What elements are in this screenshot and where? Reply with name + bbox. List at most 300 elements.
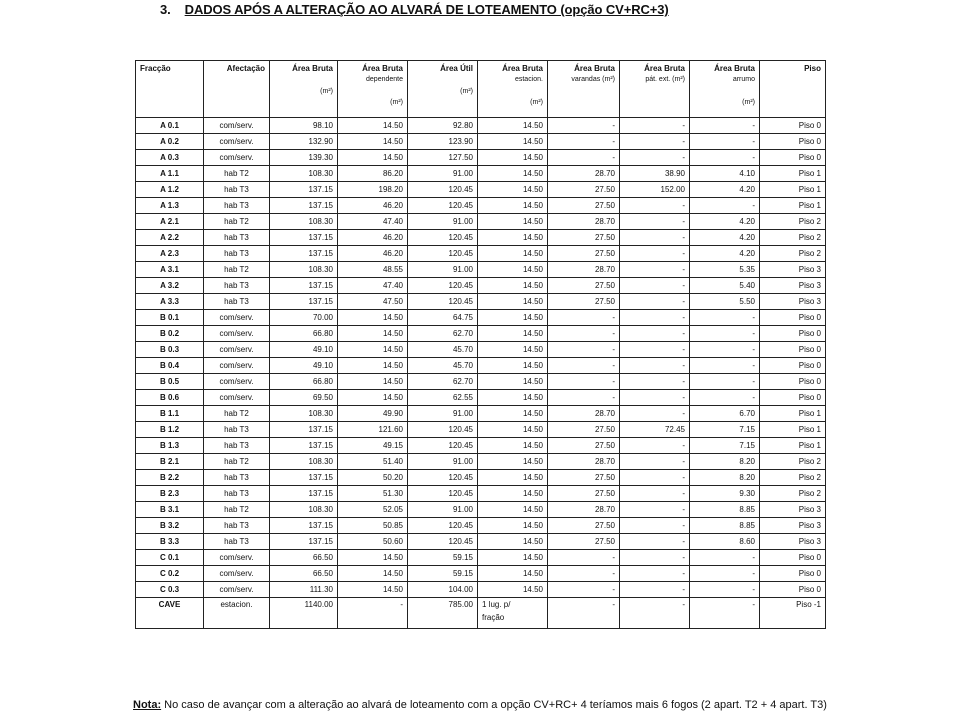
table-row: [136, 454, 826, 470]
cell-area-pat-ext: -: [620, 278, 690, 294]
column-header-area-bruta: [270, 61, 338, 118]
cell-afectacao: com/serv.: [204, 390, 270, 406]
cell-area-arrumo: -: [690, 342, 760, 358]
cell-afectacao: hab T3: [204, 278, 270, 294]
cell-afectacao: com/serv.: [204, 374, 270, 390]
cell-area-arrumo: -: [690, 390, 760, 406]
cell-area-varandas: 27.50: [548, 470, 620, 486]
cell-area-arrumo: 9.30: [690, 486, 760, 502]
cell-area-varandas: -: [548, 326, 620, 342]
cell-area-util: 91.00: [408, 454, 478, 470]
table-row: [136, 150, 826, 166]
cell-afectacao: hab T3: [204, 534, 270, 550]
cell-piso: Piso 0: [760, 550, 826, 566]
cell-area-util: 45.70: [408, 358, 478, 374]
cell-area-bruta: 108.30: [270, 406, 338, 422]
cell-area-estacion: 14.50: [478, 262, 548, 278]
cell-area-arrumo: -: [690, 598, 760, 629]
footnote: [133, 699, 827, 711]
cell-area-pat-ext: 38.90: [620, 166, 690, 182]
cell-fraccao: A 1.3: [136, 198, 204, 214]
column-header-area-arrumo: [690, 61, 760, 118]
cell-area-dependente: 14.50: [338, 550, 408, 566]
cell-area-pat-ext: -: [620, 150, 690, 166]
cell-area-util: 62.70: [408, 326, 478, 342]
cell-afectacao: com/serv.: [204, 358, 270, 374]
cell-area-arrumo: -: [690, 150, 760, 166]
cell-afectacao: hab T2: [204, 166, 270, 182]
cell-piso: Piso 1: [760, 198, 826, 214]
cell-area-util: 91.00: [408, 406, 478, 422]
cell-area-dependente: 14.50: [338, 390, 408, 406]
cell-area-bruta: 137.15: [270, 534, 338, 550]
cell-area-arrumo: 4.10: [690, 166, 760, 182]
table-row: [136, 582, 826, 598]
cell-fraccao: A 2.2: [136, 230, 204, 246]
table-row: [136, 566, 826, 582]
cell-area-varandas: 27.50: [548, 182, 620, 198]
cell-area-varandas: 28.70: [548, 406, 620, 422]
cell-area-util: 120.45: [408, 278, 478, 294]
section-title: DADOS APÓS A ALTERAÇÃO AO ALVARÁ DE LOTEAMENTO (opção CV+RC+3): [184, 2, 669, 17]
cell-area-util: 62.70: [408, 374, 478, 390]
cell-fraccao: A 0.2: [136, 134, 204, 150]
cell-area-dependente: 52.05: [338, 502, 408, 518]
cell-area-pat-ext: 152.00: [620, 182, 690, 198]
cell-area-util: 59.15: [408, 550, 478, 566]
cell-area-util: 123.90: [408, 134, 478, 150]
cell-area-arrumo: -: [690, 374, 760, 390]
cell-area-pat-ext: -: [620, 534, 690, 550]
cell-piso: Piso 2: [760, 486, 826, 502]
cell-area-pat-ext: -: [620, 406, 690, 422]
cell-afectacao: hab T3: [204, 438, 270, 454]
cell-fraccao: A 2.1: [136, 214, 204, 230]
cell-area-bruta: 137.15: [270, 518, 338, 534]
cell-afectacao: hab T3: [204, 182, 270, 198]
cell-area-dependente: 14.50: [338, 374, 408, 390]
cell-area-bruta: 137.15: [270, 182, 338, 198]
column-header-line: Área Bruta: [292, 64, 333, 73]
cell-area-util: 120.45: [408, 182, 478, 198]
cell-afectacao: hab T2: [204, 502, 270, 518]
section-number: 3.: [160, 2, 171, 17]
cell-area-dependente: 48.55: [338, 262, 408, 278]
cell-fraccao: B 2.3: [136, 486, 204, 502]
cell-area-dependente: 46.20: [338, 198, 408, 214]
cell-area-varandas: -: [548, 358, 620, 374]
cell-area-estacion: 14.50: [478, 486, 548, 502]
cell-piso: Piso -1: [760, 598, 826, 629]
column-header-line: Piso: [804, 64, 821, 73]
cell-area-arrumo: -: [690, 310, 760, 326]
cell-area-estacion: 14.50: [478, 502, 548, 518]
cell-area-pat-ext: -: [620, 358, 690, 374]
cell-area-util: 120.45: [408, 518, 478, 534]
cell-piso: Piso 0: [760, 134, 826, 150]
cell-area-bruta: 49.10: [270, 342, 338, 358]
cell-piso: Piso 0: [760, 374, 826, 390]
cell-area-dependente: 14.50: [338, 310, 408, 326]
cell-area-dependente: 14.50: [338, 326, 408, 342]
cell-piso: Piso 2: [760, 470, 826, 486]
cell-area-estacion: [478, 598, 548, 629]
column-header-line: varandas (m²): [571, 76, 615, 83]
cell-area-arrumo: 7.15: [690, 438, 760, 454]
table-header: [136, 61, 826, 118]
table-row: [136, 182, 826, 198]
cell-area-pat-ext: -: [620, 246, 690, 262]
cell-area-dependente: 14.50: [338, 342, 408, 358]
cell-piso: Piso 0: [760, 358, 826, 374]
table-row: [136, 390, 826, 406]
table-row: [136, 470, 826, 486]
cell-area-varandas: 27.50: [548, 438, 620, 454]
cell-area-estacion: 14.50: [478, 422, 548, 438]
table-row: [136, 214, 826, 230]
cell-area-estacion: 14.50: [478, 246, 548, 262]
cell-area-util: 120.45: [408, 486, 478, 502]
cell-fraccao: A 3.1: [136, 262, 204, 278]
cell-afectacao: hab T3: [204, 198, 270, 214]
cell-area-pat-ext: -: [620, 486, 690, 502]
column-header-area-util: [408, 61, 478, 118]
cell-area-arrumo: -: [690, 134, 760, 150]
cell-area-varandas: -: [548, 118, 620, 134]
cell-area-estacion: 14.50: [478, 390, 548, 406]
cell-area-estacion: 14.50: [478, 326, 548, 342]
cell-area-pat-ext: -: [620, 470, 690, 486]
cell-fraccao: B 3.3: [136, 534, 204, 550]
cell-area-dependente: 50.85: [338, 518, 408, 534]
cell-afectacao: hab T3: [204, 230, 270, 246]
cell-area-bruta: 137.15: [270, 278, 338, 294]
cell-fraccao: B 0.1: [136, 310, 204, 326]
cell-area-dependente: 49.15: [338, 438, 408, 454]
cell-area-util: 92.80: [408, 118, 478, 134]
cell-area-dependente: 121.60: [338, 422, 408, 438]
cell-area-bruta: 69.50: [270, 390, 338, 406]
cell-area-dependente: 47.40: [338, 214, 408, 230]
cell-fraccao: B 0.6: [136, 390, 204, 406]
cell-fraccao: A 0.3: [136, 150, 204, 166]
table-row: [136, 422, 826, 438]
cell-area-util: 45.70: [408, 342, 478, 358]
cell-area-pat-ext: -: [620, 438, 690, 454]
cell-area-estacion: 14.50: [478, 182, 548, 198]
cell-area-bruta: 108.30: [270, 454, 338, 470]
cell-area-pat-ext: -: [620, 214, 690, 230]
cell-area-arrumo: 8.85: [690, 518, 760, 534]
cell-area-util: 91.00: [408, 166, 478, 182]
cell-area-pat-ext: -: [620, 374, 690, 390]
cell-area-arrumo: 8.20: [690, 454, 760, 470]
cell-area-varandas: -: [548, 134, 620, 150]
cell-area-bruta: 66.50: [270, 566, 338, 582]
cell-fraccao: B 0.4: [136, 358, 204, 374]
table-row: [136, 518, 826, 534]
cell-afectacao: com/serv.: [204, 566, 270, 582]
cell-area-bruta: 137.15: [270, 294, 338, 310]
cell-piso: Piso 2: [760, 246, 826, 262]
cell-area-arrumo: 4.20: [690, 246, 760, 262]
cell-fraccao: A 0.1: [136, 118, 204, 134]
cell-area-pat-ext: -: [620, 134, 690, 150]
cell-area-estacion: 14.50: [478, 374, 548, 390]
cell-area-dependente: 198.20: [338, 182, 408, 198]
cell-area-varandas: -: [548, 550, 620, 566]
cell-area-varandas: -: [548, 582, 620, 598]
cell-area-varandas: 28.70: [548, 214, 620, 230]
column-header-line: (m²): [742, 99, 755, 106]
cell-area-pat-ext: -: [620, 598, 690, 629]
table-row: [136, 358, 826, 374]
cell-area-dependente: 49.90: [338, 406, 408, 422]
cell-area-bruta: 137.15: [270, 246, 338, 262]
cell-afectacao: com/serv.: [204, 310, 270, 326]
cell-area-bruta: 111.30: [270, 582, 338, 598]
cell-area-arrumo: 4.20: [690, 230, 760, 246]
cell-area-arrumo: 8.60: [690, 534, 760, 550]
cell-piso: Piso 2: [760, 214, 826, 230]
section-heading: [160, 2, 669, 17]
table-row: [136, 134, 826, 150]
table-row: [136, 118, 826, 134]
cell-fraccao: C 0.2: [136, 566, 204, 582]
cell-area-varandas: 27.50: [548, 534, 620, 550]
table-row: [136, 166, 826, 182]
cell-area-bruta: 137.15: [270, 230, 338, 246]
cell-area-varandas: -: [548, 342, 620, 358]
cell-piso: Piso 3: [760, 534, 826, 550]
cell-area-arrumo: 5.40: [690, 278, 760, 294]
cell-area-dependente: 47.40: [338, 278, 408, 294]
cell-area-util: 120.45: [408, 230, 478, 246]
cell-fraccao: A 1.1: [136, 166, 204, 182]
column-header-line: Fracção: [140, 64, 171, 73]
cell-area-varandas: 28.70: [548, 166, 620, 182]
cell-piso: Piso 3: [760, 294, 826, 310]
cell-area-pat-ext: -: [620, 294, 690, 310]
cell-area-varandas: 27.50: [548, 422, 620, 438]
cell-area-arrumo: 5.50: [690, 294, 760, 310]
cell-area-pat-ext: -: [620, 342, 690, 358]
cell-area-estacion: 14.50: [478, 358, 548, 374]
cell-fraccao: CAVE: [136, 598, 204, 629]
cell-afectacao: com/serv.: [204, 326, 270, 342]
cell-area-util: 120.45: [408, 294, 478, 310]
table-row: [136, 310, 826, 326]
cell-fraccao: B 0.5: [136, 374, 204, 390]
cell-area-pat-ext: -: [620, 118, 690, 134]
table-row: [136, 246, 826, 262]
cell-area-arrumo: -: [690, 326, 760, 342]
cell-area-pat-ext: 72.45: [620, 422, 690, 438]
column-header-line: estacion.: [514, 76, 543, 83]
cell-piso: Piso 0: [760, 390, 826, 406]
column-header-line: Área Bruta: [574, 64, 615, 73]
cell-area-pat-ext: -: [620, 550, 690, 566]
cell-area-util: 91.00: [408, 262, 478, 278]
column-header-line: Afectação: [226, 64, 265, 73]
cell-area-varandas: 27.50: [548, 246, 620, 262]
cell-area-varandas: 27.50: [548, 294, 620, 310]
cell-area-util: 120.45: [408, 246, 478, 262]
column-header-line: arrumo: [732, 76, 755, 83]
cell-area-util: 127.50: [408, 150, 478, 166]
cell-fraccao: A 1.2: [136, 182, 204, 198]
column-header-piso: [760, 61, 826, 118]
cell-fraccao: C 0.3: [136, 582, 204, 598]
cell-area-bruta: 98.10: [270, 118, 338, 134]
cell-fraccao: B 3.1: [136, 502, 204, 518]
cell-fraccao: B 3.2: [136, 518, 204, 534]
cell-afectacao: com/serv.: [204, 582, 270, 598]
cell-area-bruta: 137.15: [270, 486, 338, 502]
cell-area-bruta: 49.10: [270, 358, 338, 374]
cell-area-estacion: 14.50: [478, 278, 548, 294]
cell-area-arrumo: 7.15: [690, 422, 760, 438]
cell-afectacao: hab T3: [204, 294, 270, 310]
cell-area-estacion: 14.50: [478, 454, 548, 470]
column-header-line: Área Bruta: [714, 64, 755, 73]
cell-area-varandas: 27.50: [548, 230, 620, 246]
cell-area-estacion: 14.50: [478, 582, 548, 598]
cell-area-bruta: 108.30: [270, 166, 338, 182]
cell-area-varandas: 28.70: [548, 502, 620, 518]
cell-area-varandas: -: [548, 598, 620, 629]
cell-piso: Piso 1: [760, 422, 826, 438]
cell-area-varandas: -: [548, 374, 620, 390]
cell-area-arrumo: -: [690, 118, 760, 134]
cell-area-arrumo: -: [690, 566, 760, 582]
cell-area-util: 120.45: [408, 470, 478, 486]
cell-area-varandas: -: [548, 566, 620, 582]
cell-area-dependente: 47.50: [338, 294, 408, 310]
cell-area-estacion: 14.50: [478, 310, 548, 326]
table-row: [136, 534, 826, 550]
cell-area-varandas: 27.50: [548, 486, 620, 502]
cell-area-estacion: 14.50: [478, 214, 548, 230]
cell-area-varandas: -: [548, 310, 620, 326]
column-header-line: (m²): [320, 88, 333, 95]
fractions-table: [135, 60, 826, 629]
cell-area-pat-ext: -: [620, 502, 690, 518]
cell-area-estacion: 14.50: [478, 150, 548, 166]
cell-piso: Piso 1: [760, 166, 826, 182]
cell-area-varandas: 27.50: [548, 278, 620, 294]
cell-area-varandas: 28.70: [548, 454, 620, 470]
cell-area-util: 62.55: [408, 390, 478, 406]
cell-area-util: 120.45: [408, 198, 478, 214]
column-header-area-dependente: [338, 61, 408, 118]
cell-piso: Piso 0: [760, 150, 826, 166]
cell-area-bruta: 132.90: [270, 134, 338, 150]
cell-area-dependente: 14.50: [338, 134, 408, 150]
table-row: [136, 486, 826, 502]
cell-fraccao: B 1.2: [136, 422, 204, 438]
column-header-fraccao: [136, 61, 204, 118]
cell-fraccao: B 2.1: [136, 454, 204, 470]
cell-area-pat-ext: -: [620, 454, 690, 470]
cell-piso: Piso 0: [760, 118, 826, 134]
cell-piso: Piso 3: [760, 502, 826, 518]
cell-piso: Piso 0: [760, 310, 826, 326]
cell-area-arrumo: -: [690, 582, 760, 598]
column-header-area-varandas: [548, 61, 620, 118]
cell-piso: Piso 2: [760, 230, 826, 246]
cell-fraccao: A 3.3: [136, 294, 204, 310]
cell-area-arrumo: 6.70: [690, 406, 760, 422]
table-row: [136, 374, 826, 390]
cell-area-varandas: -: [548, 390, 620, 406]
cell-area-dependente: 50.60: [338, 534, 408, 550]
table-row: [136, 438, 826, 454]
cell-area-arrumo: -: [690, 198, 760, 214]
cell-area-arrumo: 4.20: [690, 182, 760, 198]
cell-area-dependente: 14.50: [338, 566, 408, 582]
table-row-cave: [136, 598, 826, 629]
cell-area-util: 91.00: [408, 214, 478, 230]
cell-afectacao: hab T3: [204, 470, 270, 486]
cell-area-util: 59.15: [408, 566, 478, 582]
cell-area-dependente: 51.40: [338, 454, 408, 470]
table-body: [136, 118, 826, 629]
cell-area-pat-ext: -: [620, 582, 690, 598]
cell-piso: Piso 3: [760, 518, 826, 534]
cell-area-bruta: 137.15: [270, 422, 338, 438]
cell-area-util: 120.45: [408, 422, 478, 438]
column-header-area-estacion: [478, 61, 548, 118]
cell-area-estacion: 14.50: [478, 230, 548, 246]
cell-area-bruta: 66.80: [270, 326, 338, 342]
cell-area-dependente: -: [338, 598, 408, 629]
cell-area-estacion: 14.50: [478, 294, 548, 310]
cell-area-util: 120.45: [408, 438, 478, 454]
cell-area-util: 64.75: [408, 310, 478, 326]
column-header-line: Área Bruta: [502, 64, 543, 73]
cell-area-bruta: 108.30: [270, 262, 338, 278]
cell-afectacao: hab T2: [204, 406, 270, 422]
cell-afectacao: com/serv.: [204, 150, 270, 166]
cell-area-arrumo: -: [690, 550, 760, 566]
cell-area-pat-ext: -: [620, 198, 690, 214]
cell-area-estacion: 14.50: [478, 550, 548, 566]
cell-area-pat-ext: -: [620, 518, 690, 534]
cell-afectacao: com/serv.: [204, 342, 270, 358]
cell-afectacao: estacion.: [204, 598, 270, 629]
cell-afectacao: com/serv.: [204, 118, 270, 134]
cell-area-dependente: 14.50: [338, 582, 408, 598]
cell-area-pat-ext: -: [620, 230, 690, 246]
cell-area-estacion: 14.50: [478, 518, 548, 534]
cell-fraccao: A 3.2: [136, 278, 204, 294]
cell-area-pat-ext: -: [620, 326, 690, 342]
cell-piso: Piso 0: [760, 582, 826, 598]
cell-piso: Piso 3: [760, 278, 826, 294]
column-header-line: Área Útil: [440, 64, 473, 73]
cell-area-arrumo: 8.20: [690, 470, 760, 486]
table-row: [136, 230, 826, 246]
cell-piso: Piso 0: [760, 566, 826, 582]
cell-area-dependente: 86.20: [338, 166, 408, 182]
cell-afectacao: hab T3: [204, 246, 270, 262]
cell-area-bruta: 137.15: [270, 470, 338, 486]
cell-area-util: 104.00: [408, 582, 478, 598]
cell-area-bruta: 1140.00: [270, 598, 338, 629]
cell-area-arrumo: 5.35: [690, 262, 760, 278]
cell-afectacao: hab T2: [204, 214, 270, 230]
